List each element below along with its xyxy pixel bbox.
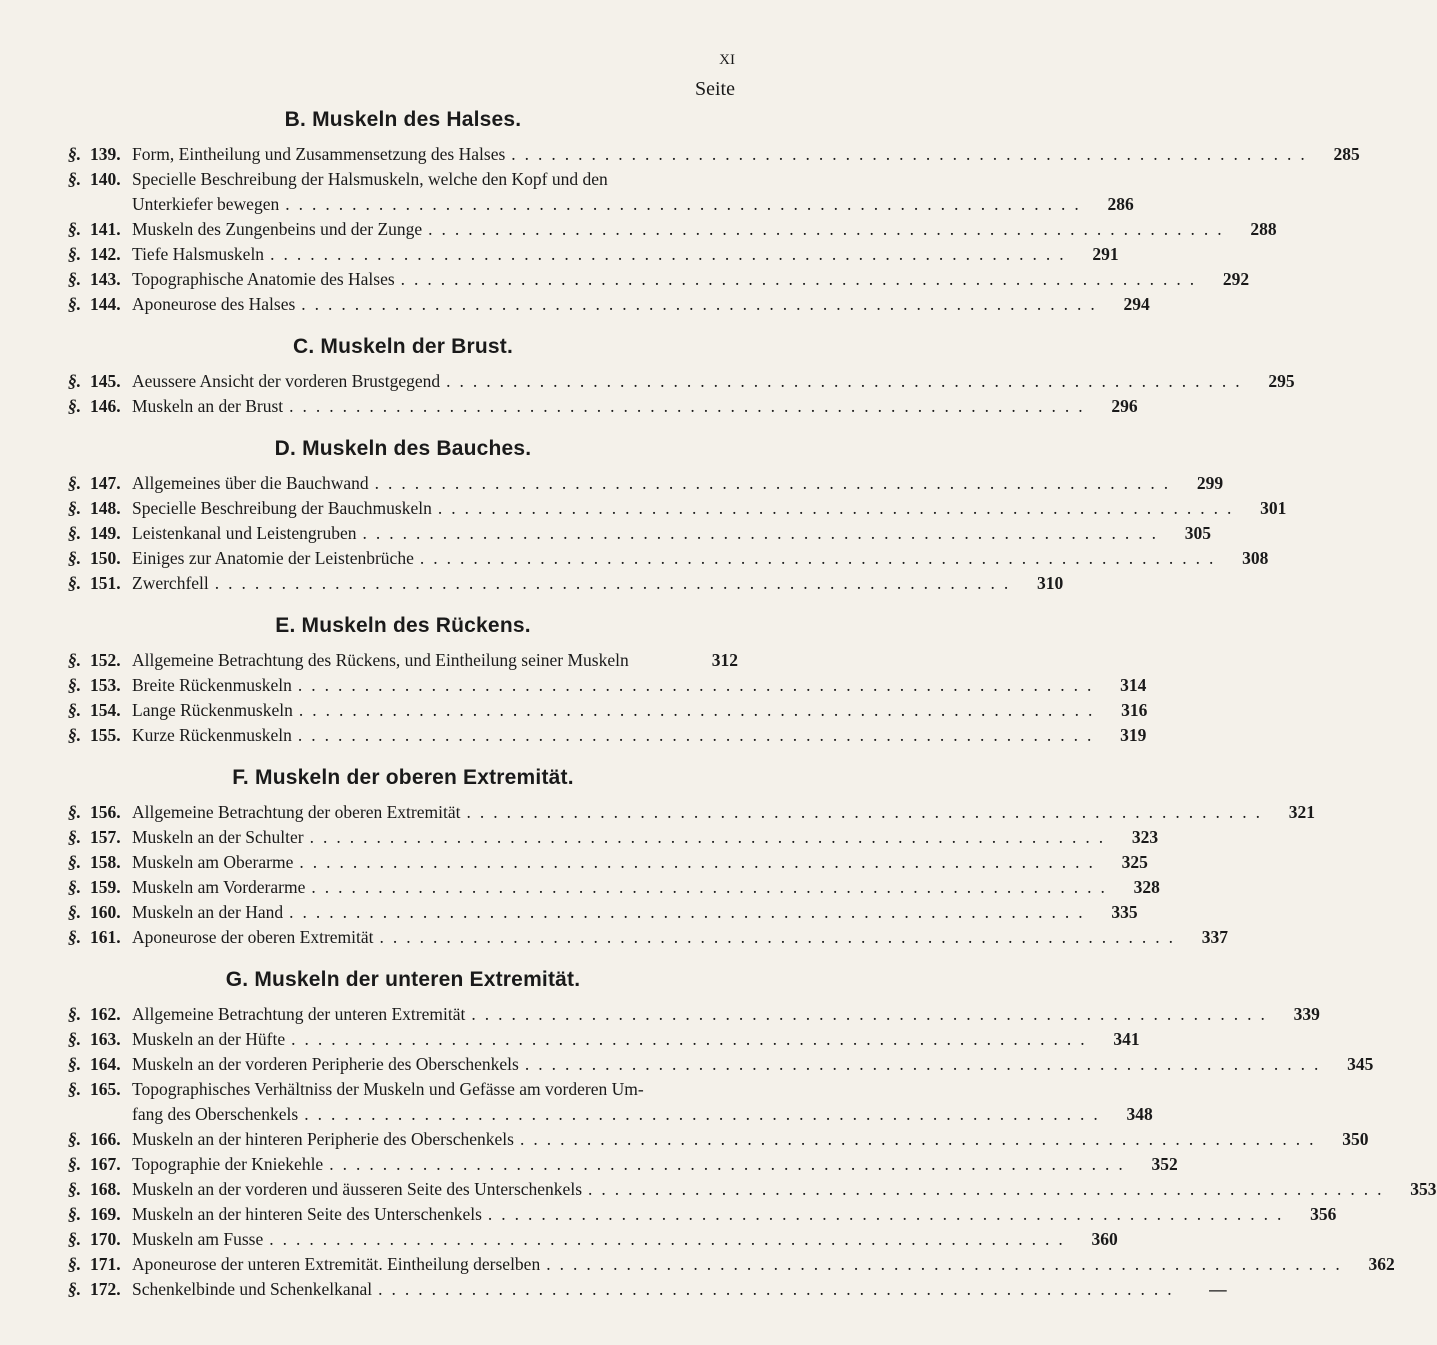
entry-title-line: fang des Oberschenkels — [132, 1104, 299, 1124]
toc-entry — [68, 800, 1315, 825]
section-sign: §. — [68, 1254, 82, 1274]
toc-entry — [68, 1152, 1178, 1177]
toc-entry — [68, 1277, 1227, 1302]
section-sign: §. — [68, 1129, 82, 1149]
dot-leader: ............................................................ — [299, 852, 1102, 872]
page-reference: 337 — [1201, 927, 1229, 947]
entry-title-line: Muskeln an der hinteren Seite des Unterschenkels — [132, 1204, 482, 1224]
toc-entry — [68, 875, 1160, 900]
entry-number: 144. — [90, 294, 121, 314]
entry-number: 170. — [90, 1229, 121, 1249]
toc-entry — [68, 698, 1148, 723]
section-sign: §. — [68, 169, 82, 189]
entry-number: 161. — [90, 927, 121, 947]
dot-leader: ............................................................ — [428, 219, 1231, 239]
entry-number: 162. — [90, 1004, 121, 1024]
entry-number: 171. — [90, 1254, 121, 1274]
section-sign: §. — [68, 523, 82, 543]
entry-text — [132, 242, 1119, 267]
toc-entry — [68, 1077, 1153, 1127]
page-reference: 294 — [1123, 294, 1150, 314]
section-sign: §. — [68, 144, 82, 164]
dot-leader: ............................................................ — [289, 902, 1092, 922]
entry-title-line: Breite Rückenmuskeln — [132, 675, 292, 695]
page-reference: 285 — [1333, 144, 1360, 164]
entry-title-line: Allgemeine Betrachtung der unteren Extremität — [132, 1004, 466, 1024]
entry-text — [132, 167, 1134, 217]
page-reference: 310 — [1037, 573, 1064, 593]
entry-number: 156. — [90, 802, 121, 822]
page-reference: 360 — [1091, 1229, 1118, 1249]
entry-title-line: Schenkelbinde und Schenkelkanal — [132, 1279, 373, 1299]
section-sign: §. — [68, 573, 82, 593]
toc-entry — [68, 394, 1138, 419]
entry-number: 167. — [90, 1154, 121, 1174]
dot-leader: ............................................................ — [362, 523, 1166, 543]
section-sign: §. — [68, 827, 82, 847]
toc-section — [68, 766, 1315, 950]
section-sign: §. — [68, 650, 82, 670]
dot-leader: ............................................................ — [309, 827, 1113, 847]
section-title: F. Muskeln der oberen Extremität. — [232, 766, 574, 789]
dot-leader: ............................................................ — [378, 1279, 1181, 1299]
entry-text — [132, 217, 1277, 242]
section-sign: §. — [68, 1029, 82, 1049]
page-number: XI — [719, 52, 735, 68]
entry-text — [132, 673, 1146, 698]
entry-text — [132, 850, 1148, 875]
dot-leader: ............................................................ — [298, 700, 1102, 720]
section-sign: §. — [68, 802, 82, 822]
page-reference: 286 — [1107, 194, 1134, 214]
toc-section — [68, 968, 1437, 1302]
entry-text — [132, 825, 1158, 850]
entry-number: 172. — [90, 1279, 121, 1299]
entry-title-line: Form, Eintheilung und Zusammensetzung des Halses — [132, 144, 506, 164]
dot-leader: ............................................................ — [511, 144, 1314, 164]
entry-number: 159. — [90, 877, 121, 897]
entry-title-line: Topographische Anatomie des Halses — [132, 269, 395, 289]
entry-text — [132, 1027, 1140, 1052]
entry-text — [132, 142, 1360, 167]
section-sign: §. — [68, 1179, 82, 1199]
toc-section — [68, 335, 1295, 419]
page-reference: 296 — [1111, 396, 1138, 416]
page-reference: 305 — [1184, 523, 1212, 543]
entry-text — [132, 521, 1211, 546]
toc-entry — [68, 267, 1250, 292]
entry-title-line: Muskeln am Oberarme — [132, 852, 294, 872]
entry-text — [132, 1077, 1153, 1127]
entry-number: 166. — [90, 1129, 121, 1149]
section-title: D. Muskeln des Bauches. — [274, 437, 532, 460]
toc-entry — [68, 242, 1119, 267]
section-sign: §. — [68, 927, 82, 947]
entry-text — [132, 925, 1228, 950]
entry-number: 169. — [90, 1204, 121, 1224]
toc-entry — [68, 1202, 1337, 1227]
page-reference: 328 — [1133, 877, 1160, 897]
dot-leader: ............................................................ — [524, 1054, 1328, 1074]
section-sign: §. — [68, 877, 82, 897]
entry-text — [132, 369, 1295, 394]
entry-number: 142. — [90, 244, 121, 264]
entry-title-line: Muskeln an der Hand — [132, 902, 284, 922]
entry-text — [132, 1227, 1118, 1252]
entry-number: 168. — [90, 1179, 121, 1199]
entry-number: 143. — [90, 269, 121, 289]
entry-title-line: Einiges zur Anatomie der Leistenbrüche — [132, 548, 414, 568]
toc-entry — [68, 723, 1147, 748]
entry-title-line: Muskeln an der Brust — [132, 396, 284, 416]
section-sign: §. — [68, 294, 82, 314]
entry-number: 151. — [90, 573, 121, 593]
entry-number: 150. — [90, 548, 121, 568]
entry-title-line: Aponeurose der oberen Extremität — [132, 927, 374, 947]
entry-title-line: Aponeurose des Halses — [132, 294, 296, 314]
page-reference: 353 — [1410, 1179, 1437, 1199]
dot-leader: ............................................................ — [419, 548, 1223, 568]
entry-text — [132, 1277, 1227, 1302]
toc-entry — [68, 825, 1159, 850]
entry-title-line: Topographisches Verhältniss der Muskeln und Gefässe am vorderen Um- — [132, 1079, 644, 1099]
toc-section — [68, 614, 1148, 748]
entry-title-line: Allgemeine Betrachtung des Rückens, und Eintheilung seiner Muskeln — [132, 650, 629, 670]
dot-leader: ............................................................ — [437, 498, 1241, 518]
entry-title-line: Leistenkanal und Leistengruben — [132, 523, 357, 543]
entry-number: 153. — [90, 675, 121, 695]
entry-number: 148. — [90, 498, 121, 518]
page-reference: 292 — [1222, 269, 1250, 289]
toc-entry — [68, 1252, 1395, 1277]
toc-entry — [68, 1177, 1437, 1202]
section-title: E. Muskeln des Rückens. — [275, 614, 531, 637]
entry-title-line: Unterkiefer bewegen — [132, 194, 280, 214]
toc-entry — [68, 521, 1212, 546]
section-sign: §. — [68, 1279, 82, 1299]
page-reference: 308 — [1242, 548, 1269, 568]
toc-entry — [68, 217, 1277, 242]
entry-title-line: Muskeln am Vorderarme — [132, 877, 306, 897]
entry-number: 164. — [90, 1054, 121, 1074]
entry-number: 152. — [90, 650, 121, 670]
entry-text — [132, 800, 1315, 825]
entry-number: 154. — [90, 700, 121, 720]
toc-entry — [68, 167, 1134, 217]
section-sign: §. — [68, 902, 82, 922]
toc-entry — [68, 900, 1138, 925]
toc-entry — [68, 142, 1360, 167]
dot-leader: ............................................................ — [466, 802, 1269, 822]
dot-leader: ............................................................ — [471, 1004, 1274, 1024]
section-sign: §. — [68, 1004, 82, 1024]
toc-entry — [68, 292, 1150, 317]
toc-section — [68, 108, 1360, 317]
page-reference: 356 — [1310, 1204, 1337, 1224]
entry-text — [132, 1002, 1320, 1027]
entry-title-line: Tiefe Halsmuskeln — [132, 244, 265, 264]
entry-number: 141. — [90, 219, 121, 239]
dot-leader: ............................................................ — [588, 1179, 1391, 1199]
page-reference: 323 — [1131, 827, 1159, 847]
page-reference: 291 — [1092, 244, 1119, 264]
entry-title-line: Muskeln des Zungenbeins und der Zunge — [132, 219, 423, 239]
toc-entry — [68, 1027, 1140, 1052]
entry-title-line: Allgemeine Betrachtung der oberen Extremität — [132, 802, 461, 822]
section-sign: §. — [68, 852, 82, 872]
toc-entry — [68, 1002, 1320, 1027]
toc-entry — [68, 648, 738, 673]
section-sign: §. — [68, 396, 82, 416]
section-title: C. Muskeln der Brust. — [292, 335, 514, 358]
toc-entry — [68, 925, 1229, 950]
page-reference: 352 — [1151, 1154, 1178, 1174]
entry-text — [132, 1152, 1178, 1177]
dot-leader: ............................................................ — [379, 927, 1183, 947]
entry-text — [132, 1202, 1336, 1227]
entry-text — [132, 875, 1160, 900]
section-sign: §. — [68, 244, 82, 264]
entry-number: 146. — [90, 396, 121, 416]
entry-title-line: Allgemeines über die Bauchwand — [132, 473, 369, 493]
section-title: B. Muskeln des Halses. — [284, 108, 522, 131]
entry-number: 145. — [90, 371, 121, 391]
section-sign: §. — [68, 498, 82, 518]
dot-leader: ............................................................ — [269, 1229, 1072, 1249]
entry-number: 140. — [90, 169, 121, 189]
entry-title-line: Muskeln an der Schulter — [132, 827, 304, 847]
dot-leader: ............................................................ — [297, 725, 1101, 745]
dot-leader: ............................................................ — [291, 1029, 1094, 1049]
page-reference: 350 — [1342, 1129, 1369, 1149]
dot-leader: ............................................................ — [301, 294, 1104, 314]
section-sign: §. — [68, 725, 82, 745]
section-sign: §. — [68, 269, 82, 289]
toc-entry — [68, 1127, 1369, 1152]
toc-section — [68, 437, 1287, 596]
toc-entry — [68, 571, 1064, 596]
entry-text — [132, 648, 738, 673]
entry-text — [132, 471, 1223, 496]
entry-text — [132, 900, 1138, 925]
dot-leader: ............................................................ — [285, 194, 1088, 214]
toc-entry — [68, 850, 1148, 875]
page-reference: 319 — [1120, 725, 1147, 745]
dot-leader: ............................................................ — [519, 1129, 1323, 1149]
page-reference: 339 — [1293, 1004, 1320, 1024]
section-sign: §. — [68, 1204, 82, 1224]
page-reference: — — [1209, 1279, 1227, 1299]
dot-leader: ............................................................ — [446, 371, 1249, 391]
toc-entry — [68, 546, 1269, 571]
entry-number: 139. — [90, 144, 121, 164]
page-reference: 345 — [1347, 1054, 1374, 1074]
dot-leader: ............................................................ — [374, 473, 1178, 493]
entry-text — [132, 698, 1147, 723]
dot-leader: ............................................................ — [329, 1154, 1132, 1174]
section-sign: §. — [68, 675, 82, 695]
entry-number: 158. — [90, 852, 121, 872]
section-sign: §. — [68, 473, 82, 493]
section-sign: §. — [68, 1054, 82, 1074]
page-reference: 295 — [1268, 371, 1295, 391]
page-reference: 325 — [1121, 852, 1148, 872]
page-reference: 348 — [1126, 1104, 1153, 1124]
entry-number: 163. — [90, 1029, 121, 1049]
dot-leader: ............................................................ — [487, 1204, 1291, 1224]
page-reference: 335 — [1111, 902, 1138, 922]
dot-leader: ............................................................ — [289, 396, 1092, 416]
entry-title-line: Zwerchfell — [132, 573, 209, 593]
page-reference: 316 — [1121, 700, 1148, 720]
dot-leader: ............................................................ — [400, 269, 1204, 289]
section-sign: §. — [68, 548, 82, 568]
page-reference: 314 — [1120, 675, 1147, 695]
entry-title-line: Specielle Beschreibung der Halsmuskeln, welche den Kopf und den — [132, 169, 608, 189]
entry-title-line: Kurze Rückenmuskeln — [132, 725, 292, 745]
entry-text — [132, 1127, 1368, 1152]
page-reference: 321 — [1288, 802, 1315, 822]
entry-text — [132, 394, 1138, 419]
entry-title-line: Muskeln am Fusse — [132, 1229, 264, 1249]
entry-text — [132, 1052, 1373, 1077]
entry-number: 157. — [90, 827, 121, 847]
toc-entry — [68, 496, 1287, 521]
entry-title-line: Aeussere Ansicht der vorderen Brustgegend — [132, 371, 441, 391]
entry-text — [132, 292, 1150, 317]
entry-title-line: Aponeurose der unteren Extremität. Eintheilung derselben — [132, 1254, 541, 1274]
entry-text — [132, 267, 1249, 292]
entry-text — [132, 1177, 1437, 1202]
entry-text — [132, 571, 1063, 596]
entry-text — [132, 546, 1268, 571]
toc-entry — [68, 1052, 1374, 1077]
entry-text — [132, 723, 1146, 748]
dot-leader: ............................................................ — [214, 573, 1018, 593]
table-of-contents — [68, 108, 1437, 1302]
entry-number: 165. — [90, 1079, 121, 1099]
section-title: G. Muskeln der unteren Extremität. — [225, 968, 581, 991]
entry-number: 160. — [90, 902, 121, 922]
section-sign: §. — [68, 1154, 82, 1174]
toc-entry — [68, 471, 1224, 496]
page-reference: 301 — [1260, 498, 1287, 518]
dot-leader: ............................................................ — [304, 1104, 1107, 1124]
page-reference: 288 — [1250, 219, 1277, 239]
dot-leader: ............................................................ — [311, 877, 1114, 897]
section-sign: §. — [68, 1229, 82, 1249]
entry-title-line: Topographie der Kniekehle — [132, 1154, 324, 1174]
entry-title-line: Muskeln an der hinteren Peripherie des Oberschenkels — [132, 1129, 514, 1149]
dot-leader: ............................................................ — [270, 244, 1073, 264]
entry-title-line: Muskeln an der vorderen und äusseren Seite des Unterschenkels — [132, 1179, 583, 1199]
entry-text — [132, 496, 1286, 521]
page-reference: 312 — [711, 650, 738, 670]
entry-number: 147. — [90, 473, 121, 493]
entry-number: 149. — [90, 523, 121, 543]
entry-title-line: Lange Rückenmuskeln — [132, 700, 293, 720]
toc-entry — [68, 1227, 1118, 1252]
entry-title-line: Muskeln an der vorderen Peripherie des Oberschenkels — [132, 1054, 519, 1074]
entry-number: 155. — [90, 725, 121, 745]
toc-entry — [68, 673, 1147, 698]
section-sign: §. — [68, 371, 82, 391]
section-sign: §. — [68, 1079, 82, 1099]
section-sign: §. — [68, 219, 82, 239]
entry-text — [132, 1252, 1395, 1277]
entry-title-line: Specielle Beschreibung der Bauchmuskeln — [132, 498, 432, 518]
dot-leader: ............................................................ — [297, 675, 1101, 695]
toc-entry — [68, 369, 1295, 394]
page-reference: 341 — [1113, 1029, 1140, 1049]
page-reference: 299 — [1196, 473, 1224, 493]
page-reference: 362 — [1368, 1254, 1395, 1274]
entry-title-line: Muskeln an der Hüfte — [132, 1029, 286, 1049]
column-label-seite: Seite — [695, 78, 735, 100]
dot-leader: ............................................................ — [546, 1254, 1349, 1274]
section-sign: §. — [68, 700, 82, 720]
